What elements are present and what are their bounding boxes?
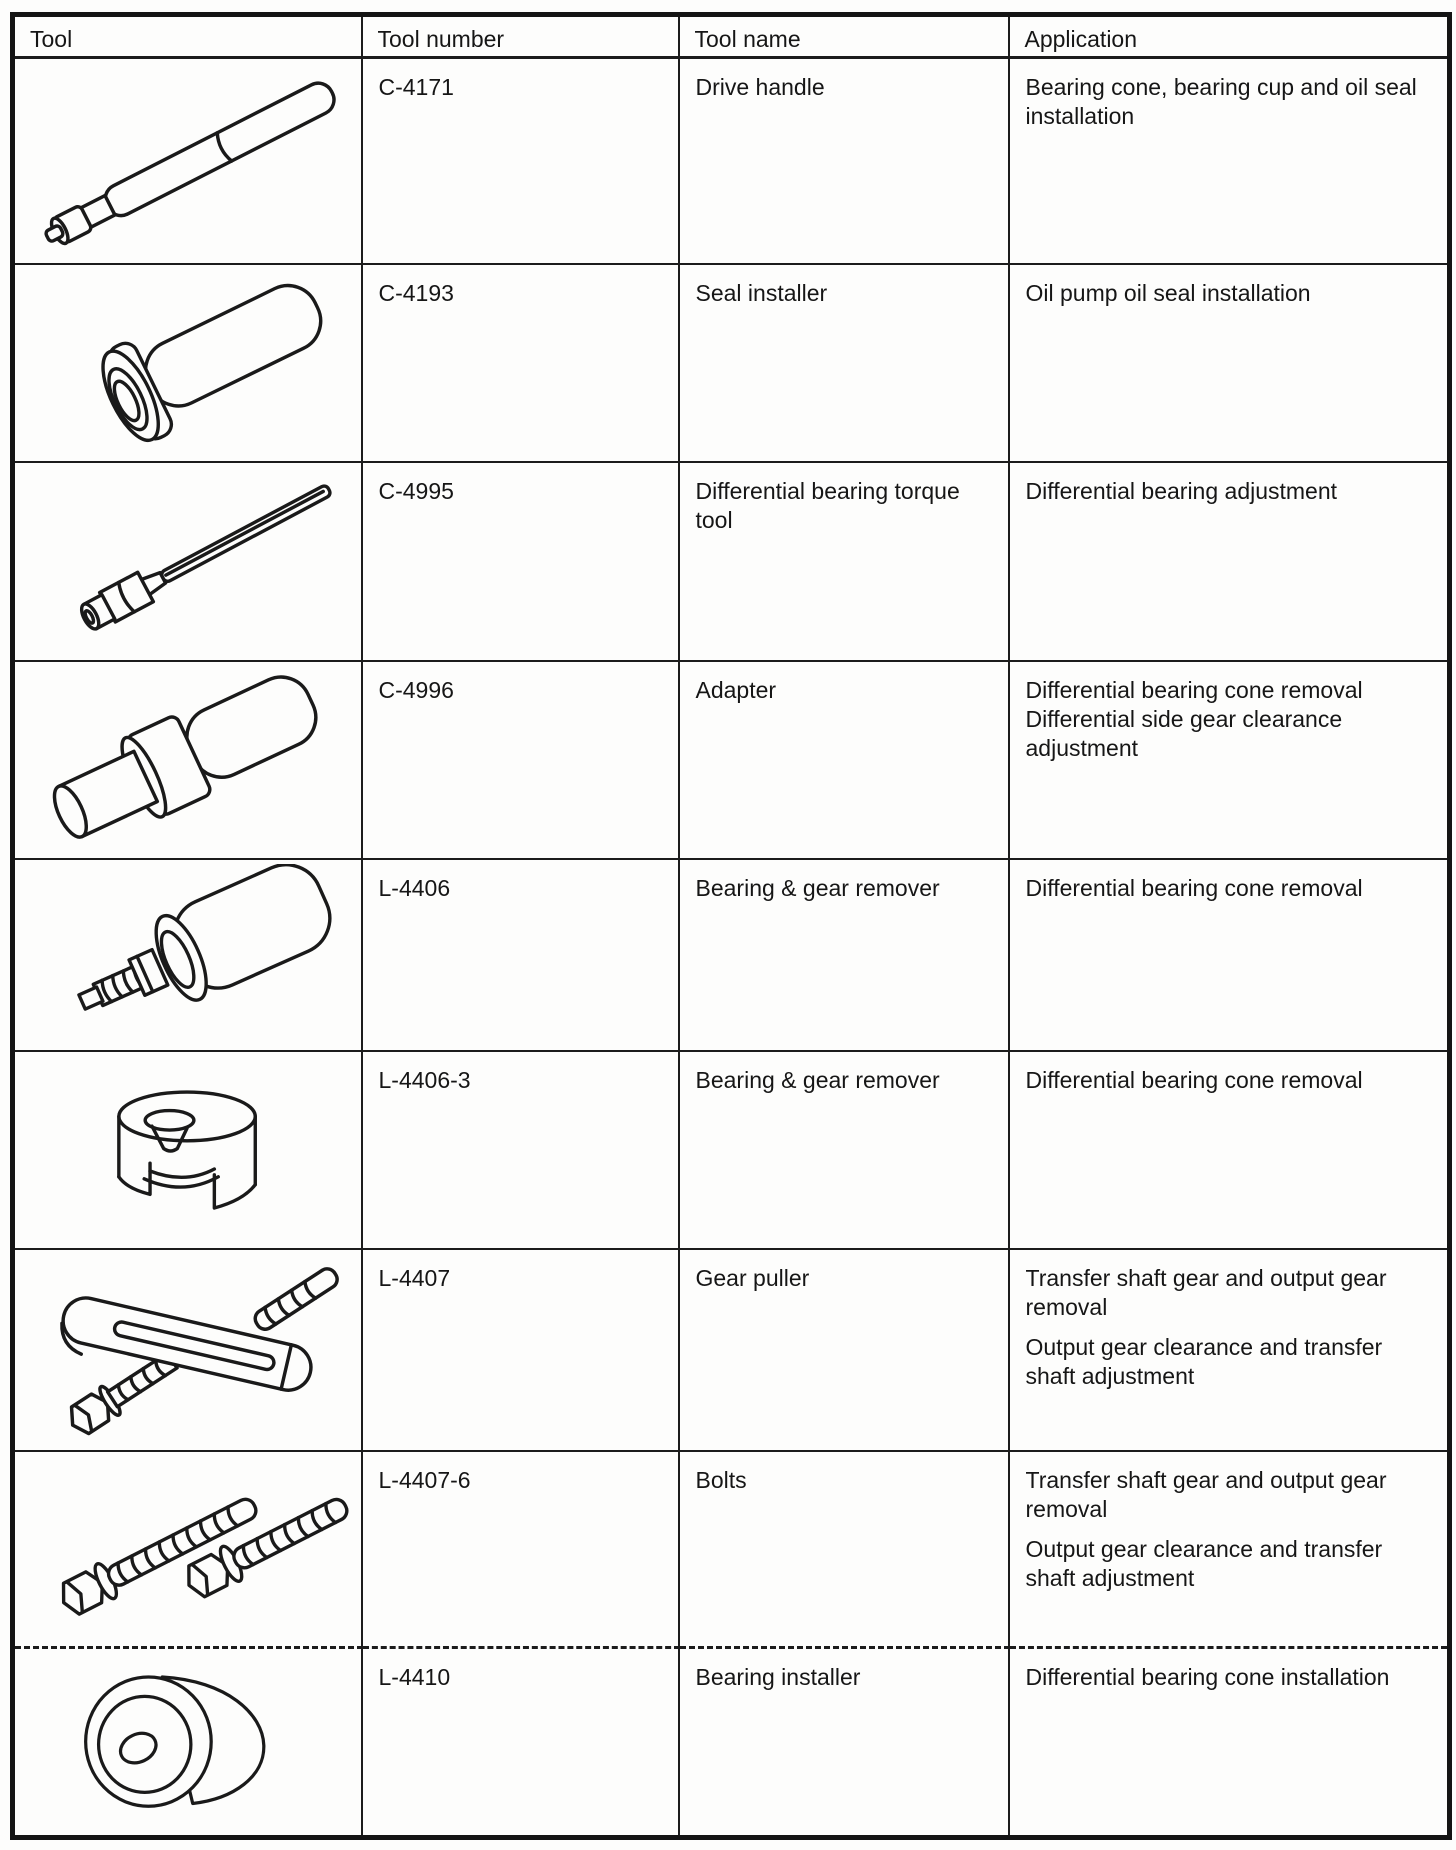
tool-number-cell: L-4410 [362,1648,679,1838]
tool-number-cell: L-4406-3 [362,1051,679,1249]
header-cell-tool-name: Tool name [679,15,1009,58]
tool-number-cell: L-4407 [362,1249,679,1451]
tool-illustration-cell [13,661,362,859]
application-cell [1009,58,1450,265]
table-row [13,462,1450,661]
bolts-illustration [17,1456,362,1644]
application-text: Transfer shaft gear and output gear removal [1025,1467,1387,1522]
application-cell [1009,1249,1450,1451]
tool-number-cell: L-4407-6 [362,1451,679,1648]
table-row [13,1249,1450,1451]
remover-cup-illustration [17,1056,362,1246]
header-cell-tool-number: Tool number [362,15,679,58]
seal-installer-illustration [17,269,362,459]
application-cell [1009,462,1450,661]
tool-name-cell: Drive handle [679,58,1009,265]
application-cell [1009,1451,1450,1648]
tool-number-cell: C-4996 [362,661,679,859]
application-cell [1009,1051,1450,1249]
tool-name-cell: Bolts [679,1451,1009,1648]
bearing-installer-illustration [17,1653,362,1833]
gear-puller-illustration [17,1254,362,1448]
application-text: Output gear clearance and transfer shaft adjustment [1025,1334,1383,1389]
application-cell [1009,264,1450,462]
application-text: Bearing cone, bearing cup and oil seal installation [1025,74,1417,129]
header-cell-tool: Tool [13,15,362,58]
tool-illustration-cell [13,1051,362,1249]
bearing-gear-remover-illustration [17,864,362,1048]
table-row [13,1648,1450,1838]
table-row [13,58,1450,265]
application-text: Differential bearing cone removal [1025,1067,1363,1093]
adapter-illustration [17,666,362,856]
application-text: Differential bearing cone removal [1025,875,1363,901]
drive-handle-illustration [17,63,362,261]
tool-name-cell: Gear puller [679,1249,1009,1451]
tool-name-cell: Seal installer [679,264,1009,462]
application-text: Oil pump oil seal installation [1025,280,1311,306]
tool-name-cell: Bearing installer [679,1648,1009,1838]
header-cell-application: Application [1009,15,1450,58]
tool-illustration-cell [13,859,362,1051]
tool-number-cell: C-4995 [362,462,679,661]
application-text: Differential side gear clearance adjustment [1025,706,1343,761]
application-text: Differential bearing adjustment [1025,478,1338,504]
application-cell [1009,661,1450,859]
table-row [13,1051,1450,1249]
tool-illustration-cell [13,58,362,265]
tool-name-cell: Bearing & gear remover [679,859,1009,1051]
tool-illustration-cell [13,264,362,462]
application-text: Differential bearing cone installation [1025,1664,1390,1690]
application-text: Output gear clearance and transfer shaft adjustment [1025,1536,1383,1591]
special-tools-table [10,12,1452,1840]
table-row [13,859,1450,1051]
tool-number-cell: C-4193 [362,264,679,462]
application-text: Differential bearing cone removal [1025,677,1363,703]
table-row [13,264,1450,462]
tool-illustration-cell [13,1451,362,1648]
application-cell [1009,859,1450,1051]
tool-name-cell: Adapter [679,661,1009,859]
application-cell [1009,1648,1450,1838]
tool-illustration-cell [13,1249,362,1451]
application-text: Transfer shaft gear and output gear removal [1025,1265,1387,1320]
torque-tool-illustration [17,467,362,658]
tool-name-cell: Differential bearing torque tool [679,462,1009,661]
tool-name-cell: Bearing & gear remover [679,1051,1009,1249]
tool-number-cell: L-4406 [362,859,679,1051]
header-row [13,15,1450,58]
tool-number-cell: C-4171 [362,58,679,265]
tool-illustration-cell [13,462,362,661]
table-row [13,661,1450,859]
tool-illustration-cell [13,1648,362,1838]
table-row [13,1451,1450,1648]
